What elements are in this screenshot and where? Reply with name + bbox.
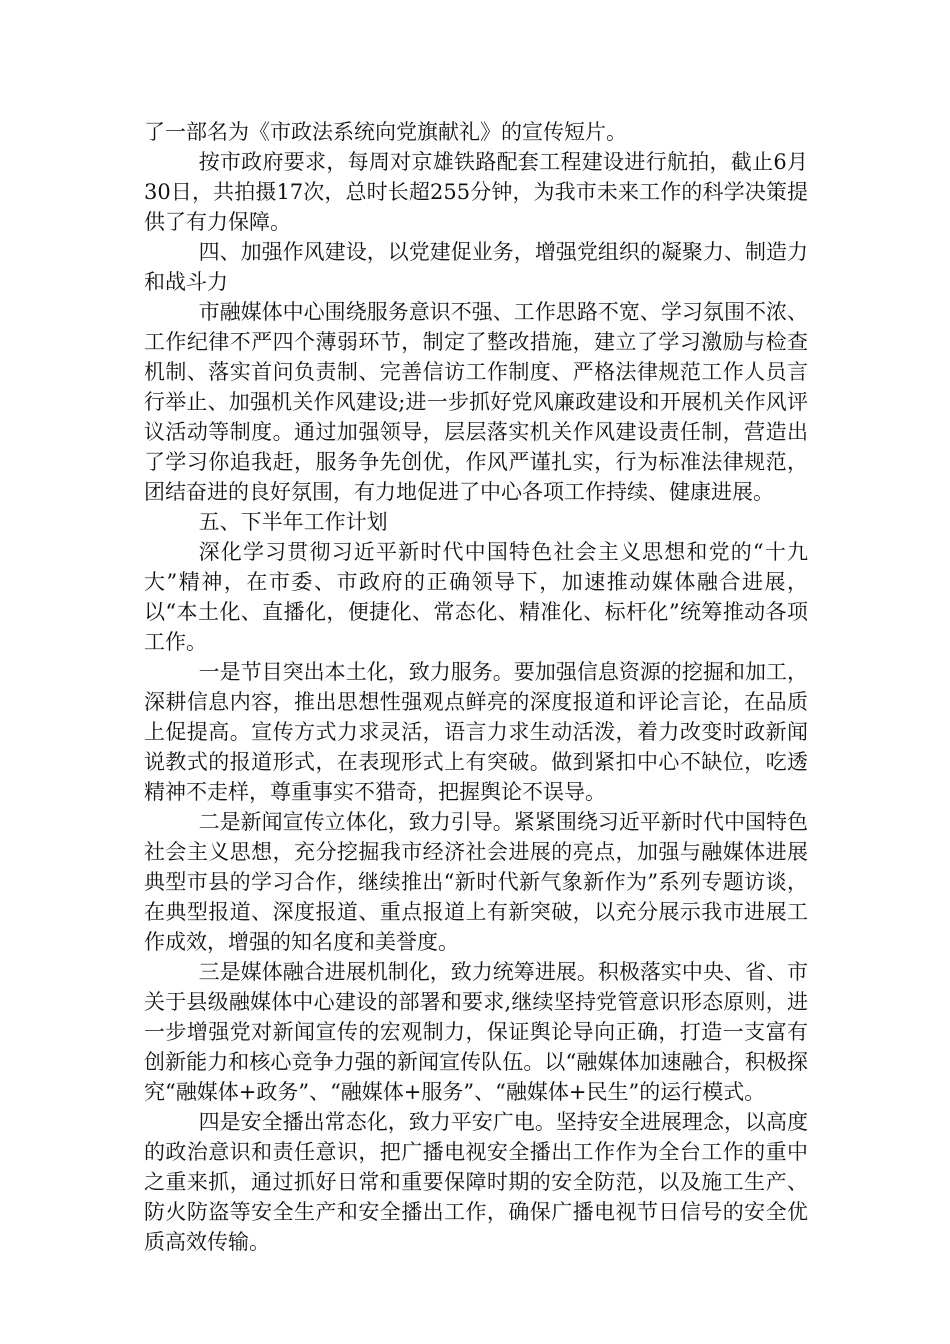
paragraph-6: 深化学习贯彻习近平新时代中国特色社会主义思想和党的“十九大”精神，在市委、市政府的正确领导下，加速推动媒体融合进展，以“本土化、直播化，便捷化、常态化、精准化、标杆化”统筹推动各项工作。 — [144, 540, 808, 654]
paragraph-8: 二是新闻宣传立体化，致力引导。紧紧围绕习近平新时代中国特色社会主义思想，充分挖掘我市经济社会进展的亮点，加强与融媒体进展典型市县的学习合作，继续推出“新时代新气象新作为”系列专题访谈，在典型报道、深度报道、重点报道上有新突破，以充分展示我市进展工作成效，增强的知名度和美誉度。 — [144, 810, 808, 954]
paragraph-7: 一是节目突出本土化，致力服务。要加强信息资源的挖掘和加工，深耕信息内容，推出思想性强观点鲜亮的深度报道和评论言论，在品质上促提高。宣传方式力求灵活，语言力求生动活泼，着力改变时政新闻说教式的报道形式，在表现形式上有突破。做到紧扣中心不缺位，吃透精神不走样，尊重事实不猎奇，把握舆论不误导。 — [144, 660, 808, 804]
document-body — [144, 117, 808, 1257]
paragraph-1: 了一部名为《市政法系统向党旗献礼》的宣传短片。 — [144, 120, 627, 144]
paragraph-9: 三是媒体融合进展机制化，致力统筹进展。积极落实中央、省、市关于县级融媒体中心建设的部署和要求,继续坚持党管意识形态原则，进一步增强党对新闻宣传的宏观制力，保证舆论导向正确，打造一支富有创新能力和核心竞争力强的新闻宣传队伍。以“融媒体加速融合，积极探究“融媒体+政务”、“融媒体+服务”、“融媒体+民生”的运行模式。 — [144, 960, 808, 1104]
paragraph-2: 按市政府要求，每周对京雄铁路配套工程建设进行航拍，截止6月30日，共拍摄17次，总时长超255分钟，为我市未来工作的科学决策提供了有力保障。 — [144, 150, 808, 234]
section-heading-4: 四、加强作风建设，以党建促业务，增强党组织的凝聚力、制造力和战斗力 — [144, 240, 808, 294]
paragraph-4: 市融媒体中心围绕服务意识不强、工作思路不宽、学习氛围不浓、工作纪律不严四个薄弱环节，制定了整改措施，建立了学习激励与检查机制、落实首问负责制、完善信访工作制度、严格法律规范工作人员言行举止、加强机关作风建设;进一步抓好党风廉政建设和开展机关作风评议活动等制度。通过加强领导，层层落实机关作风建设责任制，营造出了学习你追我赶，服务争先创优，作风严谨扎实，行为标准法律规范，团结奋进的良好氛围，有力地促进了中心各项工作持续、健康进展。 — [144, 300, 808, 504]
section-heading-5: 五、下半年工作计划 — [198, 510, 388, 534]
paragraph-10: 四是安全播出常态化，致力平安广电。坚持安全进展理念，以高度的政治意识和责任意识，把广播电视安全播出工作作为全台工作的重中之重来抓，通过抓好日常和重要保障时期的安全防范，以及施工生产、防火防盗等安全生产和安全播出工作，确保广播电视节日信号的安全优质高效传输。 — [144, 1110, 808, 1254]
